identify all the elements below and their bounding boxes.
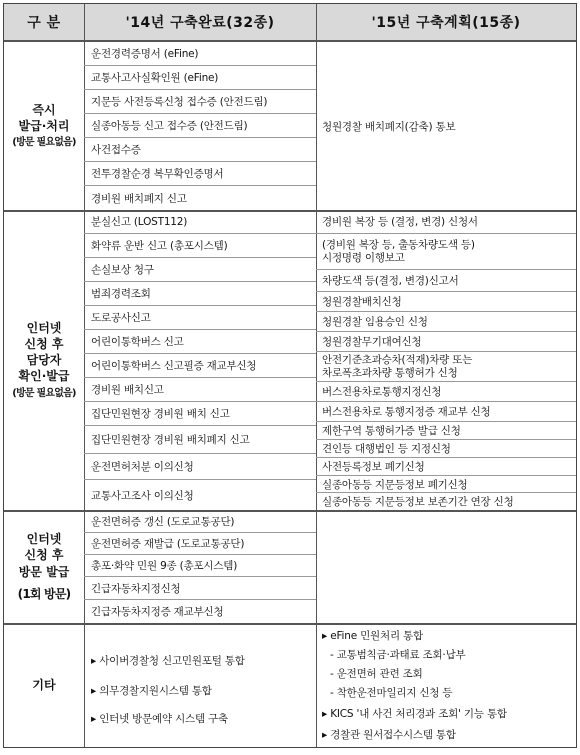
etc-plan-subitem: - 교통범칙금·과태료 조회·납부 [330, 649, 466, 661]
category-immediate [4, 42, 84, 210]
category-line: 방문 발급 [18, 564, 70, 579]
plan-item: 청원경찰 임용승인 신청 [316, 312, 576, 332]
etc-plan-subitem: - 운전면허 관련 조회 [330, 668, 423, 680]
etc-plan-item: ▸ KICS '내 사건 처리경과 조회' 기능 통합 [322, 708, 507, 720]
category-note: (방문 필요없음) [12, 137, 76, 149]
service-item: 손실보상 청구 [84, 258, 316, 282]
category-line: 담당자 [26, 353, 62, 368]
etc-plan-item: ▸ eFine 민원처리 통합 [322, 630, 423, 642]
service-item: 운전면허처분 이의신청 [84, 454, 316, 480]
etc-item: ▸ 사이버경찰청 신고민원포털 통합 [91, 654, 245, 667]
service-item: 총포·화약 민원 9종 (총포시스템) [84, 555, 316, 577]
plan-item: 경비원 복장 등 (결정, 변경) 신청서 [316, 210, 576, 234]
category-line: 신청 후 [24, 548, 64, 563]
plan-item: 버스전용차로 통행지정증 재교부 신청 [316, 402, 576, 422]
etc-item: ▸ 인터넷 방문예약 시스템 구축 [91, 712, 228, 725]
etc-item: ▸ 의무경찰지원시스템 통합 [91, 684, 212, 697]
plan-item: 실종아동등 지문등정보 보존기간 연장 신청 [322, 496, 514, 508]
header-category-text: 구 분 [27, 15, 61, 31]
category-line: 확인·발급 [18, 369, 70, 384]
service-item: 긴급자동차지정신청 [84, 577, 316, 600]
plan-item: 차량도색 등(결정, 변경)신고서 [316, 270, 576, 292]
header-category [4, 4, 84, 42]
category-etc [4, 623, 84, 747]
plan-item: 제한구역 통행허가증 발급 신청 [316, 422, 576, 440]
category-line: 발급·처리 [18, 119, 70, 134]
etc-plan-item: ▸ 경찰관 원서접수시스템 통합 [322, 729, 456, 741]
service-item: 경비원 배치폐지 신고 [91, 192, 187, 205]
service-item: 범죄경력조회 [84, 282, 316, 306]
service-item: 긴급자동차지정증 재교부신청 [91, 606, 224, 618]
plan-item: 청원경찰배치신청 [316, 292, 576, 312]
plan-item: 안전기준초과승차(적재)차량 또는 차로폭초과차량 통행허가 신청 [316, 352, 576, 382]
etc-plan-subitem: - 착한운전마일리지 신청 등 [330, 687, 453, 699]
service-item: 운전면허증 갱신 (도로교통공단) [84, 510, 316, 533]
plan-item: 실종아동등 지문등정보 폐기신청 [316, 476, 576, 493]
service-item: 전투경찰순경 복무확인증명서 [84, 162, 316, 186]
service-item: 어린이통학버스 신고필증 재교부신청 [84, 354, 316, 378]
category-line: 기타 [32, 677, 56, 692]
category-online-staff [4, 210, 84, 510]
service-item: 집단민원현장 경비원 배치폐지 신고 [84, 426, 316, 454]
service-item: 화약류 운반 신고 (총포시스템) [84, 234, 316, 258]
plan-item: 청원경찰무기대여신청 [316, 332, 576, 352]
plan-item: 사전등록정보 폐기신청 [316, 458, 576, 476]
service-item: 지문등 사전등록신청 접수증 (안전드림) [84, 90, 316, 114]
plan-item: (경비원 복장 등, 출동차량도색 등) 시정명령 이행보고 [316, 234, 576, 270]
service-item: 집단민원현장 경비원 배치 신고 [84, 402, 316, 426]
header-2014 [84, 4, 316, 42]
header-2015 [316, 4, 576, 42]
service-item: 도로공사신고 [84, 306, 316, 330]
plan-item: 견인등 대행법인 등 지정신청 [316, 440, 576, 458]
category-line: 즉시 [32, 103, 56, 118]
service-item: 운전경력증명서 (eFine) [84, 42, 316, 66]
category-line: 신청 후 [24, 337, 64, 352]
comparison-table [3, 3, 577, 748]
service-item: 분실신고 (LOST112) [84, 210, 316, 234]
plan-item: 청원경찰 배치폐지(감축) 통보 [322, 120, 456, 133]
service-item: 경비원 배치신고 [84, 378, 316, 402]
category-note: (방문 필요없음) [12, 387, 76, 399]
service-item: 사건접수증 [84, 138, 316, 162]
category-online-visit [4, 510, 84, 623]
category-note: (1회 방문) [17, 586, 71, 601]
header-2015-text: '15년 구축계획(15종) [371, 15, 521, 31]
plan-item: 버스전용차로통행지정신청 [316, 382, 576, 402]
service-item: 어린이통학버스 신고 [84, 330, 316, 354]
group-divider [4, 623, 576, 625]
service-item: 교통사고조사 이의신청 [91, 489, 194, 502]
service-item: 교통사고사실확인원 (eFine) [84, 66, 316, 90]
category-line: 인터넷 [26, 320, 62, 335]
header-2014-text: '14년 구축완료(32종) [125, 15, 275, 31]
service-item: 운전면허증 재발급 (도로교통공단) [84, 533, 316, 555]
service-item: 실종아동등 신고 접수증 (안전드림) [84, 114, 316, 138]
category-line: 인터넷 [26, 532, 62, 547]
